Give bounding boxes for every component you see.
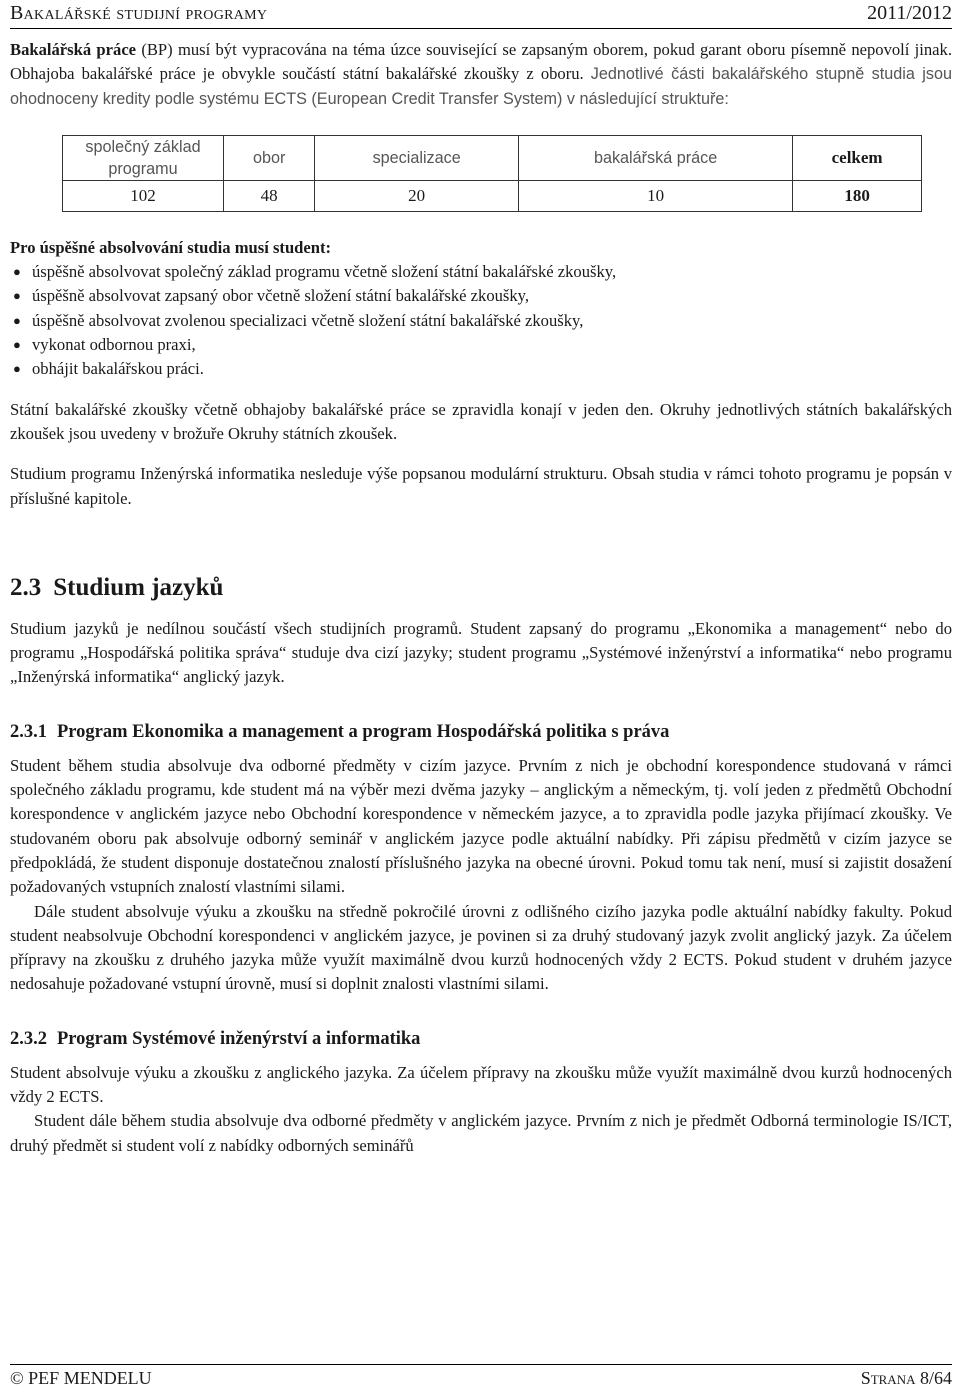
economics-paragraph-1: Student během studia absolvuje dva odborné předměty v cizím jazyce. Prvním z nich je obchodní korespondence studovaná v rámci společného základu programu, kde student má na výběr mezi dvěma jazyky – anglickým a německým, tj. volí jeden z předmětů Obchodní korespondence v anglickém jazyce nebo Obchodní korespondence v německém jazyce, a to zpravidla podle jazyka přijímací zkoušky. Ve studovaném oboru pak absolvuje odborný seminář v anglickém jazyce podle aktuální nabídky. Při zápisu předmětů v cizím jazyce se předpokládá, že student disponuje dostatečnou znalostí příslušného jazyka na obecné úrovni. Pokud tomu tak není, musí si zajistit dosažení požadovaných vstupních znalostí vlastními silami. (10, 755, 952, 897)
footer-page-number: 8/64 (919, 1368, 952, 1388)
bullet-icon: ● (13, 337, 21, 353)
list-item (10, 333, 952, 357)
credits-table (62, 135, 922, 212)
intro-rest: (BP) musí být vypracována na téma úzce související se zapsaným oborem, pokud garant oboru písemně nepovolí jinak. Obhajoba bakalářské práce je obvykle součástí státní bakalářské zkoušky z oboru. (10, 40, 952, 84)
subsection-number: 2.3.1 (10, 721, 47, 742)
credits-header-field: obor (224, 135, 315, 180)
document-page (10, 0, 952, 1389)
languages-paragraph: Studium jazyků je nedílnou součástí všech studijních programů. Student zapsaný do programu „Ekonomika a management“ nebo do programu „Hospodářská politika správa“ studuje dva cizí jazyky; student programu „Systémové inženýrství a informatika“ nebo programu „Inženýrská informatika“ anglický jazyk. (10, 618, 952, 687)
list-item-text: úspěšně absolvovat zapsaný obor včetně složení státní bakalářské zkoušky, (32, 286, 530, 306)
systems-paragraph-2: Student dále během studia absolvuje dva odborné předměty v anglickém jazyce. Prvním z nich je předmět Odborná terminologie IS/ICT, druhý předmět si student volí z nabídky odborných seminářů (10, 1111, 952, 1155)
list-item-text: obhájit bakalářskou práci. (32, 359, 204, 379)
requirements-list (10, 260, 952, 381)
section-title: Studium jazyků (53, 573, 224, 601)
credits-header-specialization: specializace (315, 135, 519, 180)
credits-header-common: společný základ programu (63, 135, 224, 180)
credits-value-thesis: 10 (518, 180, 792, 211)
informatics-paragraph: Studium programu Inženýrská informatika nesleduje výše popsanou modulární strukturu. Obsah studia v rámci tohoto programu je popsán v příslušné kapitole. (10, 464, 952, 508)
intro-lead: Bakalářská práce (10, 40, 137, 59)
credits-header-thesis: bakalářská práce (518, 135, 792, 180)
credits-value-specialization: 20 (315, 180, 519, 211)
list-item-text: úspěšně absolvovat zvolenou specializaci včetně složení státní bakalářské zkoušky, (32, 310, 584, 330)
credits-value-total: 180 (793, 180, 922, 211)
footer-page (861, 1366, 952, 1390)
credits-header-row (63, 135, 922, 180)
subsection-number: 2.3.2 (10, 1028, 47, 1049)
state-exams-paragraph: Státní bakalářské zkoušky včetně obhajoby bakalářské práce se zpravidla konají v jeden den. Okruhy jednotlivých státních bakalářských zkoušek jsou uvedeny v brožuře Okruhy státních zkoušek. (10, 399, 952, 443)
bullet-icon: ● (13, 264, 21, 280)
intro-paragraph (10, 38, 952, 111)
footer-page-label: Strana (860, 1368, 916, 1388)
bullet-icon: ● (13, 288, 21, 304)
credits-value-row (63, 180, 922, 211)
header-title: Bakalářské studijní programy (10, 2, 268, 24)
list-item (10, 260, 952, 284)
list-item (10, 357, 952, 381)
requirements-title: Pro úspěšné absolvování studia musí student: (10, 237, 332, 257)
page-footer (10, 1364, 952, 1390)
credits-value-common: 102 (63, 180, 224, 211)
subsection-heading-economics (10, 720, 952, 744)
section-heading-languages (10, 573, 952, 603)
section-number: 2.3 (10, 573, 42, 601)
list-item-text: vykonat odbornou praxi, (32, 335, 196, 355)
subsection-title: Program Ekonomika a management a program Hospodářská politika s práva (57, 721, 670, 742)
header-year: 2011/2012 (867, 2, 952, 24)
list-item (10, 284, 952, 308)
economics-paragraph-2: Dále student absolvuje výuku a zkoušku na středně pokročilé úrovni z odlišného cizího jazyka podle aktuální nabídky fakulty. Pokud student neabsolvuje Obchodní korespondenci v anglickém jazyce, je povinen si za druhý studovaný jazyk zvolit anglický jazyk. Za účelem přípravy na zkoušku z druhého jazyka může využít maximálně dvou kurzů hodnocených vždy 2 ECTS. Pokud student v druhém jazyce nedosahuje požadované vstupní úrovně, musí si doplnit znalosti vlastními silami. (10, 901, 952, 994)
credits-value-field: 48 (224, 180, 315, 211)
credits-header-total: celkem (793, 135, 922, 180)
list-item (10, 309, 952, 333)
page-header (10, 0, 952, 29)
bullet-icon: ● (13, 361, 21, 377)
list-item-text: úspěšně absolvovat společný základ programu včetně složení státní bakalářské zkoušky, (32, 262, 617, 282)
bullet-icon: ● (13, 312, 21, 328)
subsection-title: Program Systémové inženýrství a informatika (57, 1028, 421, 1049)
systems-paragraph-1: Student absolvuje výuku a zkoušku z anglického jazyka. Za účelem přípravy na zkoušku může využít maximálně dvou kurzů hodnocených vždy 2 ECTS. (10, 1062, 952, 1107)
page-content (10, 38, 952, 1158)
footer-copyright: © PEF MENDELU (10, 1368, 152, 1388)
subsection-heading-systems (10, 1027, 952, 1051)
intro-second: Jednotlivé části bakalářského stupně studia jsou ohodnoceny kredity podle systému ECTS (European Credit Transfer System) v následující struktuře: (10, 65, 952, 108)
